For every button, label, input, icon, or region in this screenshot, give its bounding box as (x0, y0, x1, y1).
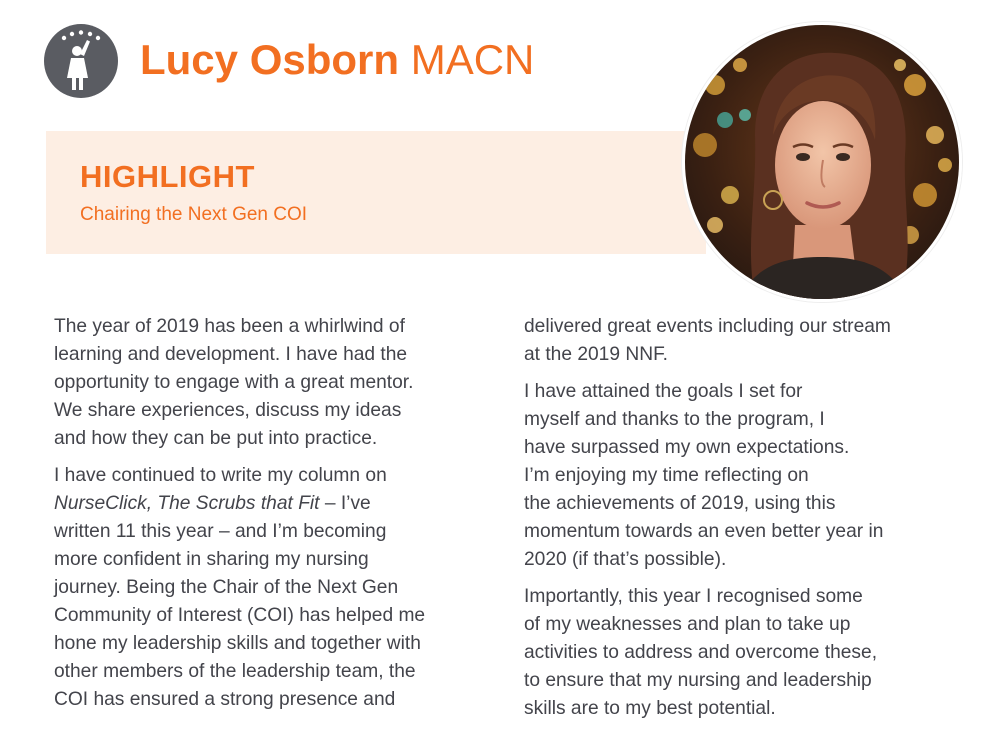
portrait-photo (682, 22, 962, 302)
highlight-title: HIGHLIGHT (80, 159, 255, 194)
text-line: momentum towards an even better year in (524, 521, 884, 542)
paragraph (54, 313, 484, 453)
text-line: COI has ensured a strong presence and (54, 689, 396, 710)
text-line: opportunity to engage with a great mentor. (54, 372, 414, 393)
text-line: journey. Being the Chair of the Next Gen (54, 577, 399, 598)
highlight-box (46, 131, 706, 254)
paragraph (524, 313, 964, 369)
person-name: Lucy Osborn (140, 36, 400, 83)
text-line: delivered great events including our stream (524, 316, 891, 337)
text-line: have surpassed my own expectations. (524, 437, 850, 458)
post-nominal: MACN (410, 36, 535, 83)
publication-title: NurseClick, The Scrubs that Fit (54, 493, 320, 514)
text-line: myself and thanks to the program, I (524, 409, 825, 430)
text-line: activities to address and overcome these, (524, 642, 878, 663)
text-line: The year of 2019 has been a whirlwind of (54, 316, 405, 337)
text-line: I have attained the goals I set for (524, 381, 803, 402)
text-line: We share experiences, discuss my ideas (54, 400, 402, 421)
text-line: and how they can be put into practice. (54, 428, 378, 449)
text-fragment: – I’ve (319, 493, 371, 514)
text-line (54, 490, 484, 518)
logo-icon (44, 24, 118, 98)
text-line: learning and development. I have had the (54, 344, 408, 365)
text-line: to ensure that my nursing and leadership (524, 670, 872, 691)
page-title (140, 34, 534, 86)
highlight-subtitle: Chairing the Next Gen COI (80, 204, 308, 225)
text-line: I have continued to write my column on (54, 465, 387, 486)
body-column-left (54, 313, 484, 723)
text-line: more confident in sharing my nursing (54, 549, 369, 570)
text-line: of my weaknesses and plan to take up (524, 614, 851, 635)
paragraph (524, 378, 964, 574)
text-line: at the 2019 NNF. (524, 344, 668, 365)
text-line: hone my leadership skills and together with (54, 633, 421, 654)
text-line: I’m enjoying my time reflecting on (524, 465, 809, 486)
paragraph (524, 583, 964, 723)
body-column-right (524, 313, 964, 732)
text-line: Community of Interest (COI) has helped me (54, 605, 426, 626)
text-line: the achievements of 2019, using this (524, 493, 836, 514)
text-line: other members of the leadership team, the (54, 661, 416, 682)
paragraph (54, 462, 484, 714)
text-line: Importantly, this year I recognised some (524, 586, 863, 607)
text-line: skills are to my best potential. (524, 698, 776, 719)
text-line: written 11 this year – and I’m becoming (54, 521, 387, 542)
text-line: 2020 (if that’s possible). (524, 549, 727, 570)
